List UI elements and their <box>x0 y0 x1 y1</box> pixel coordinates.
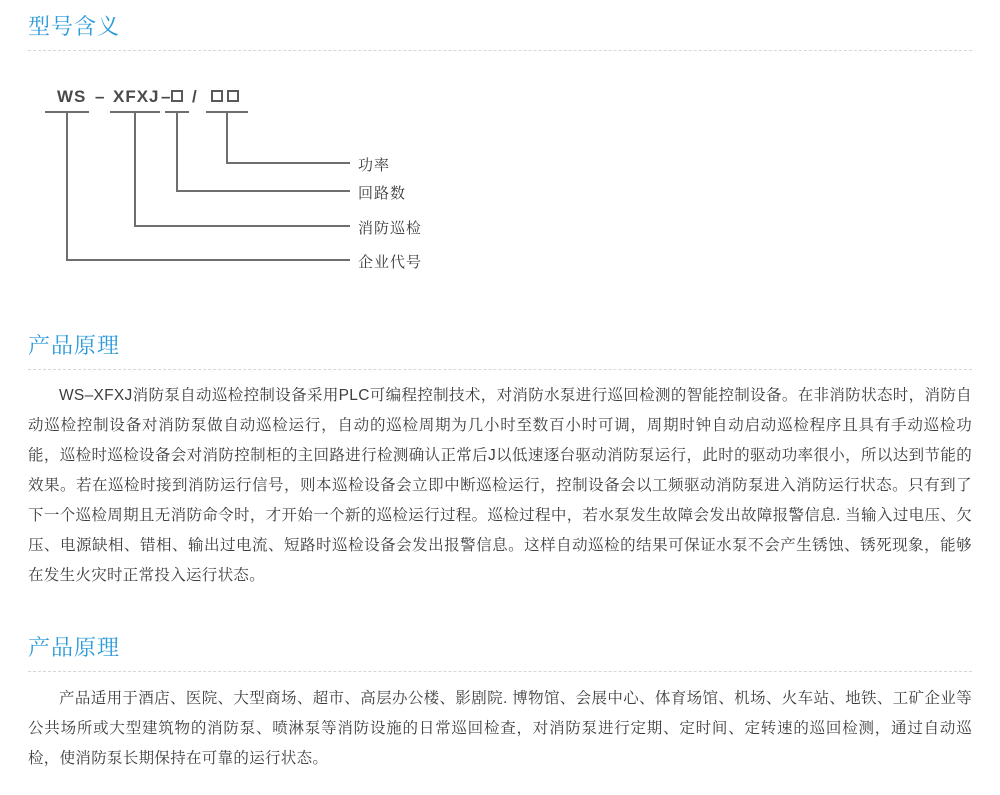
diagram-label-loops: 回路数 <box>358 185 407 202</box>
model-code: XFXJ <box>113 87 160 106</box>
model-code-diagram <box>28 87 972 317</box>
diagram-label-company: 企业代号 <box>358 254 423 271</box>
section-header-principle <box>28 333 972 370</box>
diagram-label-inspection: 消防巡检 <box>358 220 423 237</box>
model-box-loops <box>171 90 183 102</box>
model-slash: / <box>192 87 198 106</box>
model-dash-2: – <box>161 87 172 106</box>
connector-horizontal-company <box>66 259 350 261</box>
connector-vertical-inspection <box>134 111 136 227</box>
section-header-application <box>28 635 972 672</box>
model-box-power-2 <box>227 90 239 102</box>
principle-paragraph: WS–XFXJ消防泵自动巡检控制设备采用PLC可编程控制技术，对消防水泵进行巡回检测的智能控制设备。在非消防状态时，消防自动巡检控制设备对消防泵做自动巡检运行，自动的巡检周期为几小时至数百小时可调，周期时钟自动启动巡检程序且具有手动巡检功能，巡检时巡检设备会对消防控制柜的主回路进行检测确认正常后J以低速逐台驱动消防泵运行，此时的驱动功率很小，所以达到节能的效果。若在巡检时接到消防运行信号，则本巡检设备会立即中断巡检运行，控制设备会以工频驱动消防泵进入消防运行状态。只有到了下一个巡检周期且无消防命令时，才开始一个新的巡检运行过程。巡检过程中，若水泵发生故障会发出故障报警信息. 当输入过电压、欠压、电源缺相、错相、输出过电流、短路时巡检设备会发出报警信息。这样自动巡检的结果可保证水泵不会产生锈蚀、锈死现象，能够在发生火灾时正常投入运行状态。 <box>28 387 972 584</box>
connector-vertical-company <box>66 111 68 259</box>
connector-horizontal-power <box>226 162 350 164</box>
application-paragraph: 产品适用于酒店、医院、大型商场、超市、高层办公楼、影剧院. 博物馆、会展中心、体育场馆、机场、火车站、地铁、工矿企业等公共场所或大型建筑物的消防泵、喷淋泵等消防设施的日常巡回检查，对消防泵进行定期、定时间、定转速的巡回检测，通过自动巡检，使消防泵长期保持在可靠的运行状态。 <box>28 690 972 767</box>
connector-horizontal-inspection <box>134 225 350 227</box>
section-title-model: 型号含义 <box>28 14 121 39</box>
connector-vertical-power <box>226 111 228 164</box>
model-box-power-1 <box>211 90 223 102</box>
model-dash-1: – <box>95 87 106 106</box>
section-header-model <box>28 0 972 51</box>
diagram-label-power: 功率 <box>358 157 391 174</box>
model-prefix: WS <box>57 87 87 106</box>
connector-vertical-loops <box>176 111 178 192</box>
model-box-power <box>211 90 239 102</box>
section-title-application: 产品原理 <box>28 635 121 660</box>
section-title-principle: 产品原理 <box>28 333 121 358</box>
connector-horizontal-loops <box>176 190 350 192</box>
